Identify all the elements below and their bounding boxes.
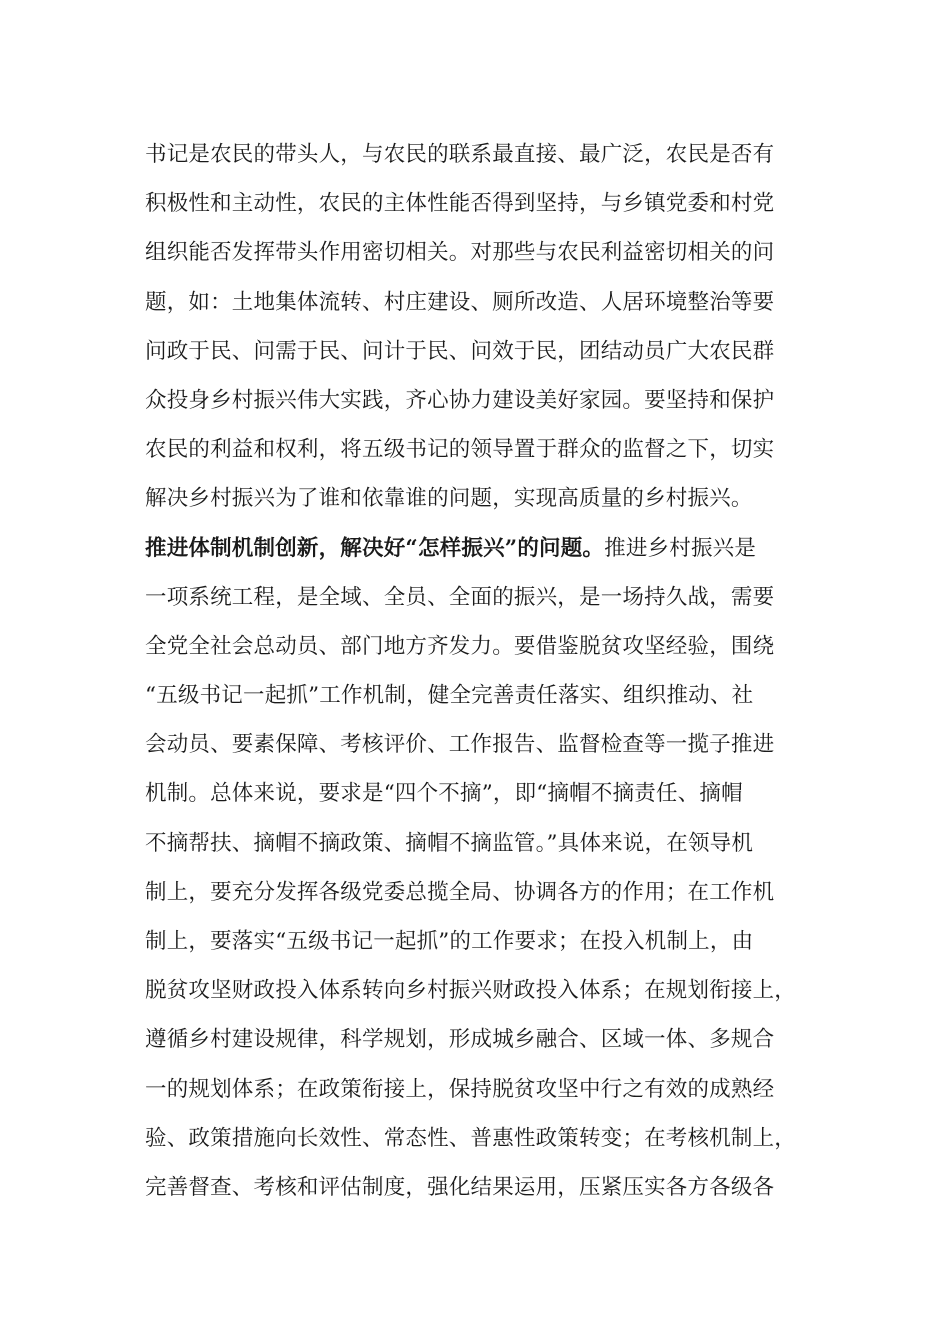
text-line: 一的规划体系；在政策衔接上，保持脱贫攻坚中行之有效的成熟经: [145, 1076, 775, 1102]
text-line: 题，如：土地集体流转、村庄建设、厕所改造、人居环境整治等要: [145, 289, 775, 315]
text-line: 机制。总体来说，要求是“四个不摘”，即“摘帽不摘责任、摘帽: [145, 781, 743, 807]
text-span: 推进乡村振兴是: [604, 535, 757, 561]
text-line: 验、政策措施向长效性、常态性、普惠性政策转变；在考核机制上，: [145, 1125, 797, 1151]
text-line: 众投身乡村振兴伟大实践，齐心协力建设美好家园。要坚持和保护: [145, 387, 775, 413]
text-line: 遵循乡村建设规律，科学规划，形成城乡融合、区域一体、多规合: [145, 1027, 775, 1053]
text-line: 不摘帮扶、摘帽不摘政策、摘帽不摘监管。”具体来说，在领导机: [145, 830, 754, 856]
paragraph-2-first-line: [145, 524, 825, 573]
text-line: 全党全社会总动员、部门地方齐发力。要借鉴脱贫攻坚经验，围绕: [145, 633, 775, 659]
text-line: 完善督查、考核和评估制度，强化结果运用，压紧压实各方各级各: [145, 1174, 775, 1200]
text-line: 一项系统工程，是全域、全员、全面的振兴，是一场持久战，需要: [145, 584, 775, 610]
paragraph-2: [145, 524, 825, 1213]
text-line: 制上，要充分发挥各级党委总揽全局、协调各方的作用；在工作机: [145, 879, 775, 905]
text-line: 问政于民、问需于民、问计于民、问效于民，团结动员广大农民群: [145, 338, 775, 364]
section-heading: 推进体制机制创新，解决好“怎样振兴”的问题。: [145, 535, 605, 561]
text-line: 积极性和主动性，农民的主体性能否得到坚持，与乡镇党委和村党: [145, 191, 775, 217]
text-line: 书记是农民的带头人，与农民的联系最直接、最广泛，农民是否有: [145, 142, 775, 167]
text-line: 组织能否发挥带头作用密切相关。对那些与农民利益密切相关的问: [145, 240, 775, 266]
text-line: 农民的利益和权利，将五级书记的领导置于群众的监督之下，切实: [145, 437, 775, 463]
document-body: [145, 130, 825, 1212]
text-line: 会动员、要素保障、考核评价、工作报告、监督检查等一揽子推进: [145, 732, 775, 758]
text-line: 解决乡村振兴为了谁和依靠谁的问题，实现高质量的乡村振兴。: [145, 486, 753, 512]
text-line: 脱贫攻坚财政投入体系转向乡村振兴财政投入体系；在规划衔接上，: [145, 978, 797, 1004]
text-line: 制上，要落实“五级书记一起抓”的工作要求；在投入机制上，由: [145, 929, 754, 954]
paragraph-1: [145, 130, 825, 524]
text-line: “五级书记一起抓”工作机制，健全完善责任落实、组织推动、社: [145, 683, 754, 709]
